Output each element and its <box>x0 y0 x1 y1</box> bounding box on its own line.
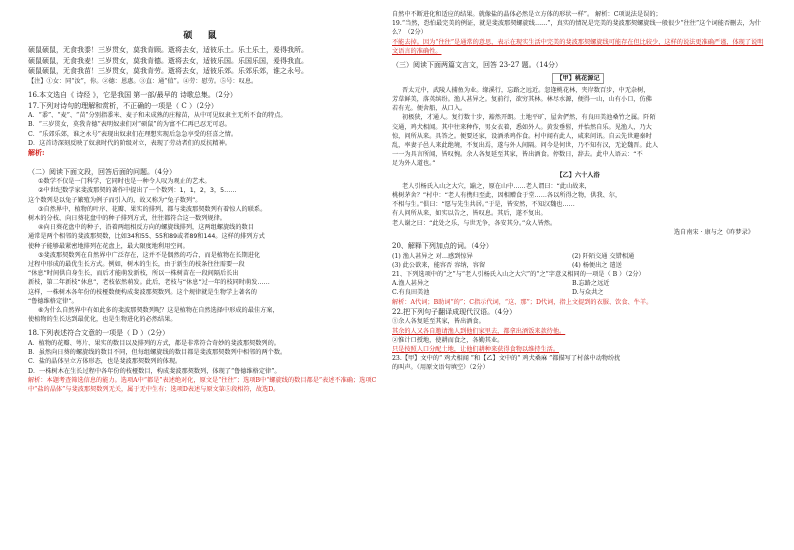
option: C．“乐郊乐郊，谁之永号”表现出奴隶们在理想实现后急急享受的狂喜之情。 <box>28 130 238 138</box>
passage-line: 一一为具言所闻，皆叹惋。余人各复延至其家，皆出酒食。停数日，辞去。此中人语云：“不 <box>392 151 643 159</box>
text-b-title <box>392 171 764 180</box>
question-17: 17.下列对诗句的理解和赏析，不正确的一项是（ C ）（2分） <box>28 101 218 110</box>
poem-line: 硕鼠硕鼠，无食我麦！三岁贯女，莫我肯德。逝将去女，适彼乐国。乐国乐国，爰得我直。 <box>28 56 308 65</box>
question-21: 21、下列选项中的“之”与“老人引杨氏入山之大穴”的“之”字意义相同的一项是（ B ）（2分） <box>392 271 645 279</box>
passage-line: 使种子能够最紧密地排列在花盘上，最大限度地利用空间。 <box>28 242 189 250</box>
option: B．“三岁贯女，莫我肯德”表明奴隶们对“硕鼠”的为富不仁再已忍无可忍。 <box>28 121 231 129</box>
passage-line: ①数学不仅是一门科学，它同时也是一种令人叹为观止的艺术。 <box>38 178 211 186</box>
passage-line: 这样，一株树木各年份的枝桠数便构成斐波那契数列。这个规律就是生物学上著名的 <box>28 288 257 296</box>
passage-line: 不相与生。”俱曰：“愿与先生共居。”于是，皆安然，不知汉魏也…… <box>392 201 575 209</box>
passage-line: 芳草鲜美，落英缤纷。渔人甚异之。复前行，欲穷其林。林尽水源，便得一山，山有小口，仿佛 <box>392 96 652 104</box>
passage-line: ②中世纪数学家斐波那契的著作中提出了一个数列：1，1，2，3，5…… <box>38 187 237 195</box>
analysis-label: 解析: <box>28 147 45 157</box>
option: C.有良田美池 <box>392 289 430 297</box>
source: 选自南宋 · 康与之《昨梦录》 <box>673 228 754 236</box>
q20-item: (1) 渔人甚异之 对…感到惊异 <box>392 252 473 260</box>
passage-line: 这个数列是以兔子繁殖为例子而引入的，故又称为“兔子数列”。 <box>28 196 202 204</box>
option: B．虽然向日葵的螺旋线的数目不同，但每组螺旋线的数目都是斐波那契数列中相邻的两个数。 <box>28 349 287 357</box>
passage-line: 老人引杨氏入山之大穴，踰之，原在山中……老人谓曰：“此山故来， <box>402 182 591 190</box>
passage-line: 若有光。便舍船，从口入。 <box>392 105 467 113</box>
question-23: 23.【甲】文中的“ 鸡犬相闻 ”和【乙】文中的“ 鸡犬桑麻 ”都描写了村落中动物纷扰 <box>392 355 621 363</box>
q20-item: (2) 阡陌交通 交错相通 <box>572 252 635 260</box>
text-a-tag: 【甲】桃花源记 <box>552 73 603 84</box>
text-a-title <box>392 73 764 84</box>
left-column <box>28 0 378 550</box>
poem-title: 硕 鼠 <box>183 31 223 41</box>
q20-items <box>392 252 764 270</box>
option: D.与众共之 <box>572 289 604 297</box>
passage-line: 树木的分枝、向日葵花盘中的种子排列方式，往往都符合这一数列规律。 <box>28 214 226 222</box>
q20-item: (3) 此公欲来，能容否 容纳，容留 <box>392 261 486 269</box>
option: B.忘路之远近 <box>572 280 610 288</box>
passage-line: “鲁德维格定律”。 <box>28 297 78 305</box>
question-18: 18.下列表述符合文意的一项是（ D ）（2分） <box>28 329 170 338</box>
part2-title: （二）阅读下面文段，回答后面的问题。（4分） <box>28 167 176 176</box>
question-22: 22.把下列句子翻译成现代汉语。（4分） <box>392 307 517 316</box>
option: D．这首诗深刻反映了奴隶时代的阶级对立，表现了劳动者们的反抗精神。 <box>28 139 231 147</box>
passage <box>28 177 378 324</box>
q22-answer-2: 只是按照人口分配土地，让他们耕种来获得食物以维持生活。 <box>392 346 560 354</box>
part3-title: （三）阅读下面两篇文言文，回答 23-27 题。（14分） <box>392 61 563 70</box>
passage-line: 通常是两个相邻的斐波那契数，比如34和55、55和89或者89和144。这样的排列方式 <box>28 233 265 241</box>
option: C．盐的晶体呈立方体形态，也是斐波那契数列的体现。 <box>28 358 182 366</box>
passage-line: 乱，率妻子邑人来此绝境，不复出焉，遂与外人间隔。问今是何世，乃不知有汉，无论魏晋。此人 <box>392 142 659 150</box>
q18-analysis: 解析：本题考查筛选信息的能力。选项A中“都是”表述绝对化，原文是“往往”；选项B中“螺旋线的数目都是”表述不准确；选项C中“盐的晶体”与斐波那契数列无关，属于无中生有；选项D表述与原文第⑤段相符，故选D。 <box>28 376 377 394</box>
passage-line: 使植物的生长达到最优化，也是生物进化的必然结果。 <box>28 316 177 324</box>
passage-line: 初极狭，才通人。复行数十步，豁然开朗。土地平旷，屋舍俨然，有良田美池桑竹之属。阡陌 <box>402 114 656 122</box>
continued-text: 自然中不断进化和适应的结果。就像盐的晶体必然是立方体的形状一样”。 解析：C项说法是误的； <box>392 11 662 18</box>
passage-line: 过程中形成的最优生长方式。例如，树木的生长，由于新生的枝条往往需要一段 <box>28 261 245 268</box>
option: A．植物的花瓣、萼片、果实的数目以及排列的方式，都是非常符合奇妙的斐波那契数列的。 <box>28 340 280 348</box>
q19-answer: 不能去掉。因为“往往”是通常的意思，表示在现实生活中完美的斐波那契螺旋线可能存在但比较少，这样的说法更准确严谨，体现了说明文语言的准确性。 <box>392 38 764 55</box>
q22-sentence-1: ①余人各复延至其家，皆出酒食。 <box>392 318 485 326</box>
question-20: 20、解释下列加点的词。（4分） <box>392 242 493 251</box>
q22-sentence-2: ②惟计口授地，使耕而食之，各勤其业。 <box>392 336 504 344</box>
passage-line: ⑥为什么自然界中有如此多的斐波那契数列呢？这是植物在自然选择中形成的最佳方案， <box>38 307 279 315</box>
text-a <box>392 86 764 169</box>
passage-line: 老人谢之曰：“此处之乐，与世无争，各安其分。”众人皆然。 <box>392 219 557 227</box>
poem-line: 硕鼠硕鼠，无食我苗！三岁贯女，莫我肯劳。逝将去女，适彼乐郊。乐郊乐郊，谁之永号。 <box>28 67 308 76</box>
poem-note: 【注】①女：同“汝”，你。②德：恩惠。③直：通“值”。④劳：慰劳。⑤号：叹息。 <box>28 77 258 85</box>
passage-line: 有人问所从来，如实以告之，皆叹息。其后，遂不复出。 <box>392 210 547 218</box>
passage-line: 晋太元中，武陵人捕鱼为业。缘溪行，忘路之远近。忽逢桃花林，夹岸数百步，中无杂树， <box>402 86 650 94</box>
passage-line: ③自然界中，植物的叶序、花瓣、果实的排列，都与斐波那契数列有着惊人的联系。 <box>38 205 267 213</box>
passage-line: 桃树茅舍？”村中：“老人有携归至此，因相赠食于堂……各以所得之物，供我、尔， <box>392 192 622 200</box>
option: A.渔人甚异之 <box>392 280 430 288</box>
passage-line: ④向日葵花盘中的种子，沿着两组相反方向的螺旋线排列，这两组螺旋线的数目 <box>38 224 254 232</box>
text-b <box>392 182 764 228</box>
question-16: 16.本文选自《 诗经 》，它是我国 第一部/最早的 诗歌总集。（2分） <box>28 90 237 99</box>
q21-analysis: 解析：A代词；B助词“的”；C指示代词，“这、那”；D代词，指上文提到的衣服、饮食、牛羊。 <box>392 298 653 306</box>
option: A．“黍”、“麦”、“苗”分别指黍米、麦子和未成熟的庄稼苗，从中可见奴隶主无所不食的特点。 <box>28 112 287 120</box>
question-19: 19.“当然，恐怕最完美的例证，就是斐波那契螺旋线……”，真实的情况是完美的斐波那契螺旋线一般很少“往往”这个词能否删去，为什么？（2分） <box>392 20 761 37</box>
q22-answer-1: 其余的人又各自邀请渔人到他们家里去，都拿出酒饭来款待他。 <box>392 327 566 335</box>
passage-line: “休息”时间供自身生长，而后才能萌发新枝，所以一株树苗在一段间隔后长出 <box>28 270 239 278</box>
poem-line: 硕鼠硕鼠，无食我黍！三岁贯女，莫我肯顾。逝将去女，适彼乐土。乐土乐土，爰得我所。 <box>28 46 308 54</box>
passage-line: 交通，鸡犬相闻。其中往来种作，男女衣着，悉如外人。黄发垂髫，并怡然自乐。见渔人，乃大 <box>392 123 652 131</box>
passage-line: 新枝，第二年新枝“休息”，老枝依然萌发。此后，老枝与“休息”过一年的枝同时萌发…… <box>28 279 270 287</box>
q20-item: (4) 杨便出之 遣送 <box>572 261 622 269</box>
option: D．一株树木在生长过程中各年份的枝桠数目，构成斐波那契数列，体现了“鲁德维格定律”。 <box>28 367 281 375</box>
text-b-tag: 【乙】六十人浴 <box>556 171 600 179</box>
q21-options <box>392 279 764 297</box>
right-column <box>392 0 764 550</box>
passage-line: 足为外人道也。” <box>392 160 436 168</box>
question-23-end: 的叫声。（用原文语句填空）（2分） <box>392 364 489 372</box>
passage-line: 惊，问所从来。具答之。便要还家，设酒杀鸡作食。村中闻有此人，咸来问讯。自云先世避秦时 <box>392 132 652 140</box>
passage-line: ⑤斐波那契数列在自然界中广泛存在，这并不是偶然的巧合，而是植物在长期进化 <box>38 251 261 259</box>
